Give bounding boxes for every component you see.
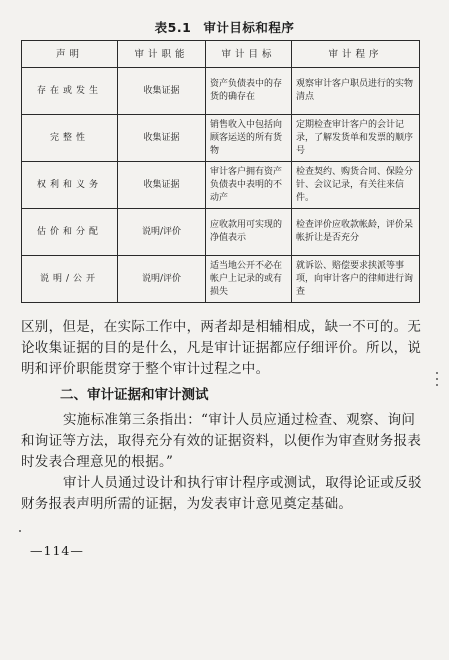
header-audit-function: 审计职能 (118, 41, 206, 68)
scan-speck (436, 384, 438, 386)
objective-cell: 资产负债表中的存货的确存在 (206, 68, 292, 115)
function-cell: 收集证据 (118, 115, 206, 162)
body-paragraph-audit-tests: 审计人员通过设计和执行审计程序或测试，取得论证或反驳财务报表声明所需的证据，为发表审计意见奠定基础。 (21, 475, 422, 512)
objective-cell: 审计客户拥有资产负债表中表明的不动产 (206, 162, 292, 209)
assertion-cell: 说明/公开 (22, 256, 118, 303)
scan-speck (436, 372, 438, 374)
procedure-cell: 就诉讼、赔偿要求挟派等事项，向审计客户的律师进行询查 (292, 256, 420, 303)
assertion-cell: 权利和义务 (22, 162, 118, 209)
audit-objectives-table (21, 40, 420, 303)
table-number: 表5.1 (154, 20, 192, 35)
assertion-cell: 完整性 (22, 115, 118, 162)
table-caption (0, 18, 449, 36)
function-cell: 说明/评价 (118, 256, 206, 303)
section-heading: 二、审计证据和审计测试 (60, 387, 209, 403)
procedure-cell: 检查契约、购货合同、保险分针、会议记录，有关往来信件。 (292, 162, 420, 209)
objective-cell: 销售收入中包括向顾客运送的所有货物 (206, 115, 292, 162)
scan-speck (436, 378, 438, 380)
procedure-cell: 定期检查审计客户的会计记录，了解发货单和发票的顺序号 (292, 115, 420, 162)
header-assertion: 声明 (22, 41, 118, 68)
header-audit-objective: 审计目标 (206, 41, 292, 68)
function-cell: 说明/评价 (118, 209, 206, 256)
table-row (22, 115, 420, 162)
function-cell: 收集证据 (118, 162, 206, 209)
header-audit-procedure: 审计程序 (292, 41, 420, 68)
function-cell: 收集证据 (118, 68, 206, 115)
body-paragraph-continuation: 区别，但是，在实际工作中，两者却是相辅相成，缺一不可的。无论收集证据的目的是什么，凡是审计证据都应仔细评价。所以，说明和评价职能贯穿于整个审计过程之中。 (21, 319, 422, 377)
table-row (22, 162, 420, 209)
table-row (22, 68, 420, 115)
table-row (22, 209, 420, 256)
assertion-cell: 存在或发生 (22, 68, 118, 115)
objective-cell: 应收款用可实现的净值表示 (206, 209, 292, 256)
table-header-row (22, 41, 420, 68)
table-row (22, 256, 420, 303)
objective-cell: 适当地公开不必在帐户上记录的或有损失 (206, 256, 292, 303)
page-number: —114— (30, 543, 84, 558)
procedure-cell: 观察审计客户职员进行的实物清点 (292, 68, 420, 115)
body-paragraph-standard-quote: 实施标准第三条指出：“审计人员应通过检查、观察、询问和询证等方法，取得充分有效的证据资料，以便作为审查财务报表时发表合理意见的根据。” (21, 412, 422, 470)
table-title: 审计目标和程序 (203, 20, 295, 35)
procedure-cell: 检查评价应收款帐龄，评价呆帐折让是否充分 (292, 209, 420, 256)
scan-speck (19, 530, 21, 532)
assertion-cell: 估价和分配 (22, 209, 118, 256)
